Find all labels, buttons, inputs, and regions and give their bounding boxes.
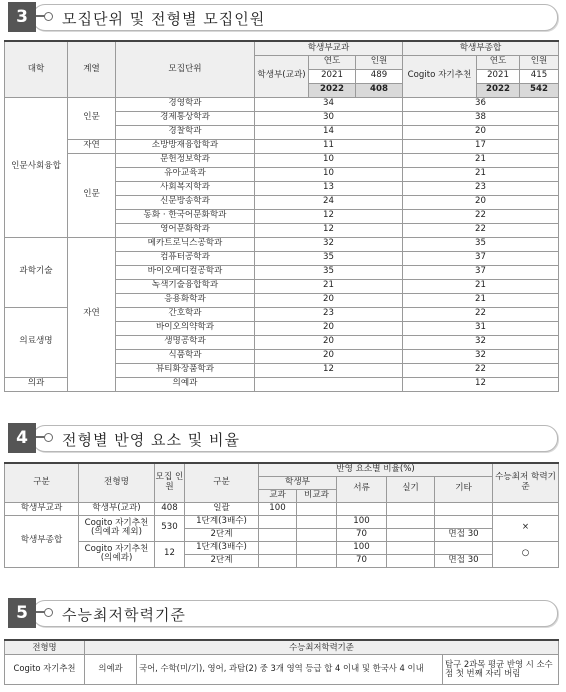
section-number: 4 [8,423,36,453]
header-group1: 학생부교과 [255,41,403,55]
value-cell: 20 [255,321,403,335]
value-cell: 20 [403,125,559,139]
g2-cur-count: 542 [520,83,559,97]
header-other: 기타 [435,476,493,502]
value-cell: 35 [403,237,559,251]
value-cell: 12 [255,209,403,223]
g1-prev-count: 489 [356,69,403,83]
value-cell: 20 [255,349,403,363]
unit-cell: 동화 · 한국어문화학과 [116,209,255,223]
g2-cur-year: 2022 [477,83,520,97]
practical-cell [387,528,435,541]
header-subject: 교과 [259,489,297,502]
unit-cell: 경영학과 [116,97,255,111]
unit-cell: 경제통상학과 [116,111,255,125]
value-cell: 17 [403,139,559,153]
header-category: 구분 [5,463,79,502]
subject-cell [259,541,297,554]
unit-cell: 소방방재융합학과 [116,139,255,153]
value-cell: 11 [255,139,403,153]
quota-cell: 530 [155,515,185,541]
field-cell: 인문 [68,153,116,237]
unit-cell: 유아교육과 [116,167,255,181]
header-quota: 모집 인원 [155,463,185,502]
header-year: 연도 [477,55,520,69]
subject-cell [259,528,297,541]
field-cell: 자연 [68,139,116,153]
value-cell: 20 [255,335,403,349]
stage-cell: 2단계 [185,528,259,541]
g1-cur-year: 2022 [309,83,356,97]
college-cell: 과학기술 [5,237,68,307]
section-title: 전형별 반영 요소 및 비율 [62,431,240,449]
value-cell: 32 [255,237,403,251]
unit-cell: 영어문화학과 [116,223,255,237]
header-college: 대학 [5,41,68,97]
header-stage: 구분 [185,463,259,502]
value-cell: 21 [403,279,559,293]
docs-cell: 100 [337,541,387,554]
value-cell: 12 [255,363,403,377]
section-number: 5 [8,598,36,628]
subject-cell [259,554,297,567]
value-cell: 34 [255,97,403,111]
connector-dot-icon [44,608,53,617]
unit-cell: 바이오의약학과 [116,321,255,335]
unit-cell: 문헌정보학과 [116,153,255,167]
value-cell: 21 [403,167,559,181]
type-cell: Cogito 자기추천 (의예과 제외) [79,515,155,541]
college-cell: 의료생명 [5,307,68,377]
type-cell: Cogito 자기추천 (의예과) [79,541,155,567]
unit-cell: 사회복지학과 [116,181,255,195]
header-type1: 학생부(교과) [255,55,309,97]
header-docs: 서류 [337,476,387,502]
practical-cell [387,554,435,567]
header-minimum: 수능최저 학력기준 [493,463,559,502]
nonsubject-cell [297,502,337,515]
college-cell: 인문사회융합 [5,97,68,237]
value-cell: 21 [403,153,559,167]
value-cell: 23 [255,307,403,321]
value-cell: 30 [255,111,403,125]
header-group2: 학생부종합 [403,41,559,55]
section-title: 수능최저학력기준 [62,606,186,624]
minimum-cell [493,502,559,515]
unit-cell: 메카트로닉스공학과 [116,237,255,251]
subject-cell: 100 [259,502,297,515]
quota-cell: 408 [155,502,185,515]
docs-cell: 70 [337,554,387,567]
header-unit: 모집단위 [116,41,255,97]
value-cell: 31 [403,321,559,335]
unit-cell: 간호학과 [116,307,255,321]
section-number: 3 [8,2,36,32]
criteria-cell: 국어, 수학(미/기), 영어, 과탐(2) 중 3개 영역 등급 합 4 이내 및 한국사 4 이내 [137,654,443,684]
nonsubject-cell [297,515,337,528]
field-cell: 자연 [68,237,116,391]
category-cell: 학생부교과 [5,502,79,515]
type-cell: Cogito 자기추천 [5,654,85,684]
docs-cell: 100 [337,515,387,528]
header-record: 학생부 [259,476,337,489]
nonsubject-cell [297,541,337,554]
stage-cell: 일괄 [185,502,259,515]
header-ratio: 반영 요소별 비율(%) [259,463,493,476]
unit-cell: 녹색기술융합학과 [116,279,255,293]
header-count: 인원 [356,55,403,69]
other-cell [435,541,493,554]
value-cell: 32 [403,349,559,363]
practical-cell [387,502,435,515]
nonsubject-cell [297,528,337,541]
quota-table [4,40,559,392]
nonsubject-cell [297,554,337,567]
g2-prev-year: 2021 [477,69,520,83]
minimum-cell: × [493,515,559,541]
header-nonsubject: 비교과 [297,489,337,502]
section-5-header [4,598,558,628]
header-type2: Cogito 자기추천 [403,55,477,97]
g1-prev-year: 2021 [309,69,356,83]
value-cell: 22 [403,223,559,237]
value-cell: 20 [255,293,403,307]
value-cell: 21 [255,279,403,293]
unit-cell: 의예과 [116,377,255,391]
value-cell: 14 [255,125,403,139]
value-cell: 35 [255,265,403,279]
value-cell: 32 [403,335,559,349]
header-type: 전형명 [5,640,85,654]
minimum-table [4,639,559,685]
practical-cell [387,541,435,554]
docs-cell [337,502,387,515]
value-cell: 13 [255,181,403,195]
connector-dot-icon [44,12,53,21]
value-cell: 12 [255,223,403,237]
unit-cell: 식품학과 [116,349,255,363]
unit-cell: 바이오메디컬공학과 [116,265,255,279]
value-cell: 10 [255,153,403,167]
other-cell: 면접 30 [435,554,493,567]
stage-cell: 2단계 [185,554,259,567]
type-cell: 학생부(교과) [79,502,155,515]
section-title: 모집단위 및 전형별 모집인원 [62,10,266,28]
value-cell: 35 [255,251,403,265]
unit-cell: 경찰학과 [116,125,255,139]
unit-cell: 뷰티화장품학과 [116,363,255,377]
header-criteria: 수능최저학력기준 [85,640,559,654]
value-cell: 22 [403,209,559,223]
subject-cell [259,515,297,528]
section-4-header [4,423,558,453]
other-cell [435,515,493,528]
unit-cell: 신문방송학과 [116,195,255,209]
header-field: 계열 [68,41,116,97]
header-count: 인원 [520,55,559,69]
value-cell: 37 [403,265,559,279]
field-cell: 인문 [68,97,116,139]
unit-cell: 응용화학과 [116,293,255,307]
college-cell: 의과 [5,377,68,391]
value-cell: 22 [403,307,559,321]
docs-cell: 70 [337,528,387,541]
stage-cell: 1단계(3배수) [185,515,259,528]
unit-cell: 의예과 [85,654,137,684]
unit-cell: 컴퓨터공학과 [116,251,255,265]
g1-cur-count: 408 [356,83,403,97]
value-cell: 37 [403,251,559,265]
value-cell [255,377,403,391]
practical-cell [387,515,435,528]
value-cell: 24 [255,195,403,209]
section-3-header [4,2,558,32]
header-practical: 실기 [387,476,435,502]
category-cell: 학생부종합 [5,515,79,567]
quota-cell: 12 [155,541,185,567]
value-cell: 22 [403,363,559,377]
connector-dot-icon [44,433,53,442]
value-cell: 12 [403,377,559,391]
value-cell: 38 [403,111,559,125]
other-cell: 면접 30 [435,528,493,541]
note-cell: 탐구 2과목 평균 반영 시 소수점 첫 번째 자리 버림 [443,654,559,684]
value-cell: 21 [403,293,559,307]
other-cell [435,502,493,515]
g2-prev-count: 415 [520,69,559,83]
value-cell: 20 [403,195,559,209]
value-cell: 23 [403,181,559,195]
stage-cell: 1단계(3배수) [185,541,259,554]
ratio-table [4,462,559,568]
value-cell: 36 [403,97,559,111]
header-type: 전형명 [79,463,155,502]
unit-cell: 생명공학과 [116,335,255,349]
header-year: 연도 [309,55,356,69]
value-cell: 10 [255,167,403,181]
minimum-cell: ○ [493,541,559,567]
